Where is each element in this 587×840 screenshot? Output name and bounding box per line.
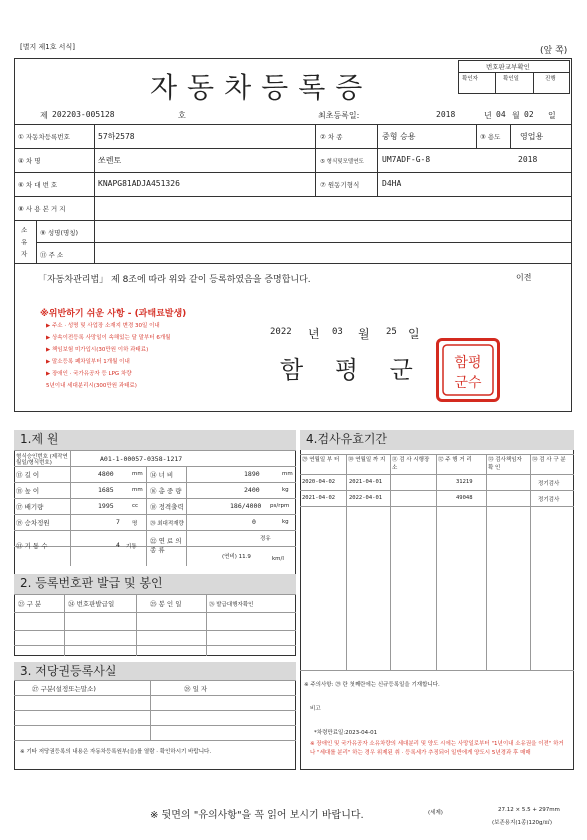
col-seal-date: ㉕ 봉 인 일: [150, 600, 182, 608]
label-reg-number: ① 자동차등록번호: [18, 133, 70, 141]
approval-col-1: 확인자: [462, 76, 478, 82]
insp-row1-kind: 정기검사: [538, 481, 560, 487]
warning-item: ▶ 장애인 · 국가유공자 등 LPG 차량: [46, 371, 132, 377]
page-side: (앞 쪽): [540, 46, 568, 56]
unit-width: mm: [282, 471, 293, 477]
label-engine-type: ⑦ 원동기형식: [320, 181, 360, 189]
year-unit: 년: [484, 111, 492, 120]
unit-length: mm: [132, 471, 143, 477]
approval-col-3: 진행: [545, 76, 556, 82]
insp-row1-to: 2021-04-01: [349, 479, 383, 485]
footer-notice: ※ 뒷면의 "유의사항"을 꼭 읽어 보시기 바랍니다.: [150, 810, 364, 821]
issue-month: 03: [332, 327, 343, 337]
value-efficiency: (연비) 11.9: [222, 554, 251, 560]
svg-text:함평: 함평: [454, 355, 482, 371]
approval-col-2: 확인일: [503, 76, 519, 82]
issuer-name: 함 평 군: [280, 356, 425, 384]
label-length: ⑬ 길 이: [16, 471, 40, 479]
seal-graphic: [439, 341, 497, 399]
value-approval-no: A01-1-00057-0358-1217: [100, 455, 183, 463]
value-use: 영업용: [520, 132, 544, 141]
reg-no-suffix: 호: [178, 111, 186, 120]
warning-item: ▶ 상속이전등록 사망일이 속해있는 달 말부터 6개월: [46, 335, 171, 341]
issue-year-unit: 년: [308, 327, 320, 341]
unit-efficiency: km/l: [272, 556, 284, 562]
label-owner-address: ⑪ 주 소: [40, 251, 64, 259]
label-vin: ⑥ 차 대 번 호: [18, 181, 58, 189]
label-owner-name: ⑨ 성명(명칭): [40, 229, 79, 237]
insp-row2-to: 2022-04-01: [349, 495, 383, 501]
certify-text: 「자동차관리법」 제 8조에 따라 위와 같이 등록하였음을 증명합니다.: [38, 275, 311, 285]
value-capacity: 7: [116, 518, 120, 526]
label-vehicle-type: ② 차 종: [320, 133, 343, 141]
value-model-year: 2018: [518, 155, 538, 164]
official-seal: [436, 338, 500, 402]
label-max-load: ⑳ 최대적재량: [150, 521, 184, 527]
warning-item: ▶ 주소 · 성명 및 사업장 소재지 변경 30일 이내: [46, 323, 160, 329]
vehicle-expiry: *차령만료일:2023-04-01: [314, 730, 378, 736]
value-rated-output: 186/4000: [230, 502, 262, 510]
document-title: 자동차등록증: [150, 71, 373, 104]
col-to: ㉚ 연월일 까 지: [348, 457, 386, 463]
label-use: ③ 용도: [480, 133, 501, 141]
warning-item: 5년이내 세대분리시(300만원 과태료): [46, 383, 137, 389]
label-cylinders: ㉑ 기 통 수: [16, 542, 48, 550]
insp-row2-kind: 정기검사: [538, 497, 560, 503]
col-mortgage-date: ㉘ 일 자: [184, 685, 208, 693]
value-cylinders: 4: [116, 541, 120, 549]
label-width: ⑭ 너 비: [150, 471, 174, 479]
value-height: 1685: [98, 486, 114, 494]
approval-header: 번호판교부확인: [486, 63, 530, 71]
vehicle-info-table: [14, 124, 572, 264]
day-unit: 일: [548, 111, 556, 120]
month-unit: 월: [512, 111, 520, 120]
issue-month-unit: 월: [358, 327, 370, 341]
label-approval-no: 형식승인번호 (제작연월일/형식번호): [16, 454, 68, 466]
value-car-name: 쏘렌토: [98, 156, 122, 165]
col-agent-confirm: ㉖ 발급대행자확인: [209, 602, 254, 608]
footer-tax: (세제): [428, 810, 443, 816]
label-fuel: ㉒ 연 료 의 종 류: [150, 537, 182, 554]
footer-paper: (보존용지(1종)120g/㎡): [492, 820, 552, 826]
insp-row1-km: 31219: [456, 479, 473, 485]
first-reg-year: 2018: [436, 110, 456, 119]
issue-year: 2022: [270, 327, 292, 337]
col-plate-date: ㉔ 번호판발급일: [68, 600, 115, 608]
unit-displacement: cc: [132, 503, 139, 509]
certify-extra: 이전: [516, 273, 532, 282]
unit-capacity: 명: [132, 521, 138, 527]
col-plate-kind: ㉓ 구 분: [18, 600, 42, 608]
value-reg-number: 57하2578: [98, 132, 135, 141]
inspection-caution: ※ 주의사항: ㉙ 란 첫째란에는 신규등록일을 기재합니다.: [304, 682, 440, 688]
value-displacement: 1995: [98, 502, 114, 510]
insp-row2-from: 2021-04-02: [302, 495, 336, 501]
unit-gross-weight: kg: [282, 487, 289, 493]
col-kind: ㉞ 검 사 구 분: [532, 457, 566, 463]
inspection-section: [300, 430, 574, 770]
red-notice: ※ 장애인 및 국가유공자 소유차량의 세대분리 및 양도 시에는 사망일로부터 "1년이내 소유권을 이전" 하거나 "세대를 분리" 하는 경우 위제된 취 · 등록세가 추징되어 일반에게 양도시 5년경과 후 매매: [310, 741, 564, 756]
plate-issue-title: 2. 등록번호판 발급 및 봉인: [14, 574, 296, 594]
label-capacity: ⑲ 승차정원: [16, 519, 50, 527]
warning-item: ▶ 말소등록 폐차일부터 1개월 이내: [46, 359, 130, 365]
warning-title: ※위반하기 쉬운 사항 - (과태료발생): [40, 309, 187, 319]
value-engine-type: D4HA: [382, 179, 402, 188]
svg-text:군수: 군수: [454, 375, 482, 391]
unit-cylinders: 기통: [126, 544, 137, 550]
warning-item: ▶ 책임보험 미가입시(30만원 이하 과태료): [46, 347, 149, 353]
label-base-location: ⑧ 사 용 본 거 지: [18, 205, 66, 213]
value-vehicle-type: 중형 승용: [382, 132, 416, 141]
first-reg-day: 02: [524, 110, 534, 119]
reg-no-value: 202203-005128: [52, 110, 115, 119]
label-displacement: ⑰ 배기량: [16, 503, 44, 511]
mortgage-note: ※ 기타 저당권등록의 내용은 자동차등록원부(을)를 열람 · 확인하시기 바랍니다.: [20, 749, 212, 755]
insp-row2-km: 49048: [456, 495, 473, 501]
unit-height: mm: [132, 487, 143, 493]
footer-size: 27.12 × 5.5 + 297mm: [498, 807, 560, 813]
issue-day: 25: [386, 327, 397, 337]
value-fuel: 경유: [260, 536, 271, 542]
issue-day-unit: 일: [408, 327, 420, 341]
value-vin: KNAPG81ADJA451326: [98, 179, 180, 188]
owner-side-label: 소유자: [21, 226, 28, 258]
label-car-name: ④ 차 명: [18, 157, 41, 165]
col-inspector: ㉝ 검사책임자 확 인: [488, 457, 522, 471]
label-rated-output: ⑱ 정격출력: [150, 503, 184, 511]
value-model: UM7ADF-G-8: [382, 155, 431, 164]
unit-max-load: kg: [282, 519, 289, 525]
spec-section-title: 1.제 원: [14, 430, 296, 450]
label-model-year: ⑤ 형식및모델연도: [320, 159, 364, 165]
value-max-load: 0: [252, 518, 256, 526]
form-number: [별지 제1호 서식]: [20, 43, 75, 51]
reg-no-label: 제: [40, 111, 48, 120]
col-mortgage-kind: ㉗ 구분(설정또는말소): [32, 685, 96, 693]
first-reg-month: 04: [496, 110, 506, 119]
insp-row1-from: 2020-04-02: [302, 479, 336, 485]
value-length: 4800: [98, 470, 114, 478]
first-reg-label: 최초등록일:: [318, 111, 360, 120]
value-width: 1890: [244, 470, 260, 478]
label-height: ⑮ 높 이: [16, 487, 40, 495]
label-gross-weight: ⑯ 총 중 량: [150, 487, 182, 495]
unit-rated-output: ps/rpm: [270, 503, 290, 509]
col-mileage: ㉜ 주 행 거 리: [438, 457, 472, 463]
inspection-title: 4.검사유효기간: [300, 430, 574, 450]
value-gross-weight: 2400: [244, 486, 260, 494]
col-place: ㉛ 검 사 시행장소: [392, 457, 430, 471]
col-from: ㉙ 연월일 부 터: [302, 457, 340, 463]
remark-label: 비고: [310, 706, 321, 712]
mortgage-title: 3. 저당권등록사실: [14, 662, 296, 680]
